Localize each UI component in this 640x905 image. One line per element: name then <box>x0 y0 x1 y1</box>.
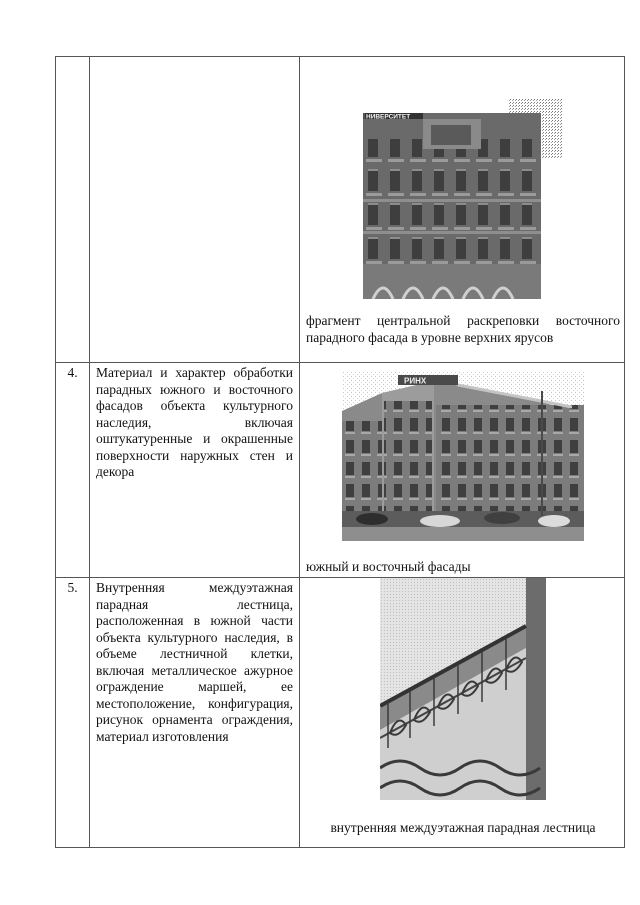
row-number: 4. <box>56 363 90 578</box>
row-description <box>90 363 300 578</box>
monument-features-table <box>55 56 625 848</box>
row-description <box>90 57 300 363</box>
row-number: 5. <box>56 578 90 848</box>
photo-cell <box>300 57 625 363</box>
photo-caption: внутренняя междуэтажная парадная лестница <box>330 820 596 835</box>
photo-caption: южный и восточный фасады <box>306 559 471 574</box>
description-text: Внутренняя междуэтажная парадная лестница, расположенная в южной части объекта культурного наследия, в объеме лестничной клетки, включая металлическое ажурное ограждение маршей, ее местоположение, конфигурация, рисунок орнамента ограждения, материал изготовления <box>96 580 293 744</box>
table-row <box>56 578 625 848</box>
building-facade-photo <box>363 99 563 299</box>
table-row <box>56 57 625 363</box>
photo-cell <box>300 363 625 578</box>
building-sign-text: РИНХ <box>404 376 427 386</box>
photo-caption: фрагмент центральной раскреповки восточного парадного фасада в уровне верхних ярусов <box>306 313 620 345</box>
staircase-railing-photo <box>380 578 546 800</box>
photo-cell <box>300 578 625 848</box>
row-number <box>56 57 90 363</box>
building-corner-photo <box>342 371 584 541</box>
description-text: Материал и характер обработки парадных южного и восточного фасадов объекта культурного наследия, включая оштукатуренные и окрашенные поверхности наружных стен и декора <box>96 365 293 479</box>
table-row <box>56 363 625 578</box>
building-sign-text: НИВЕРСИТЕТ <box>366 113 411 121</box>
row-description <box>90 578 300 848</box>
